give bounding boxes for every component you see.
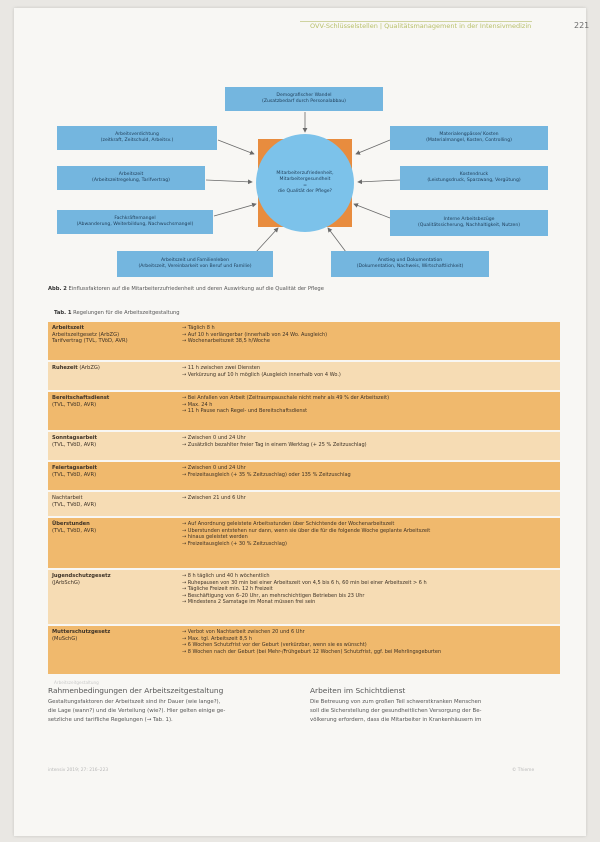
arrow-bottom-right <box>328 228 346 252</box>
arrow-bottom-left <box>256 228 278 252</box>
section-right <box>310 686 560 724</box>
table-row: Ruhezeit (ArbZG) → 11 h zwischen zwei Diensten → Verkürzung auf 10 h möglich (Ausgleich innerhalb von 4 Wo.) <box>48 362 560 390</box>
table-caption: Tab. 1 Regelungen für die Arbeitszeitgestaltung <box>54 310 180 316</box>
footer-citation: intensiv 2019; 27: 216–223 <box>48 768 109 773</box>
section-right-title: Arbeiten im Schichtdienst <box>310 686 406 695</box>
arrow-left3 <box>214 204 256 216</box>
factor-bottom-left: Arbeitszeit und Familienleben (Arbeitszeit, Vereinbarkeit von Beruf und Familie) <box>117 251 273 277</box>
section-left-body: Gestaltungsfaktoren der Arbeitszeit sind ihr Dauer (wie lange?), die Lage (wann?) und die Verteilung (wie?). Hier gelten einige ge- setzliche und tarifliche Regelungen (→ Tab. 1). <box>48 699 226 723</box>
footer-copyright: © Thieme <box>512 768 535 773</box>
factor-right-2: Kostendruck (Leistungsdruck, Sparzwang, Vergütung) <box>400 166 548 190</box>
section-left <box>48 686 298 724</box>
factor-left-3: Fachkräftemangel (Abwanderung, Weiterbildung, Nachwuchsmangel) <box>57 210 213 234</box>
influence-diagram <box>0 0 600 290</box>
section-right-body: Die Betreuung von zum großen Teil schwerstkranken Menschen soll die Sicherstellung der gesundheitlichen Versorgung der Be- völkerung erfordern, dass die Mitarbeiter in Krankenhäusern im <box>310 699 482 723</box>
factor-left-2: Arbeitszeit (Arbeitszeitregelung, Tarifvertrag) <box>57 166 205 190</box>
table-row: Mutterschutzgesetz (MuSchG) → Verbot von Nachtarbeit zwischen 20 und 6 Uhr → Max. tgl. Arbeitszeit 8,5 h → 6 Wochen Schutzfrist vor der Geburt (verkürzbar, wenn sie es wünscht) → 8 Wochen nach der Geburt (bei Mehr-/Frühgeburt 12 Wochen) Schutzfrist, ggf. bei Mehrlingsgeburten <box>48 626 560 674</box>
factor-right-3: Interne Arbeitsbezüge (Qualitätssicherung, Nachhaltigkeit, Nutzen) <box>390 210 548 236</box>
table-row: Jugendschutzgesetz (JArbSchG) → 8 h täglich und 40 h wöchentlich → Ruhepausen von 30 min bei einer Arbeitszeit von 4,5 bis 6 h, 60 min bei einer Arbeitszeit > 6 h → Tägliche Freizeit min. 12 h Freizeit → Beschäftigung von 6–20 Uhr, an mehrschichtigen Betrieben bis 23 Uhr → Mindestens 2 Samstage im Monat müssen frei sein <box>48 570 560 624</box>
factor-bottom-right: Anstieg und Dokumentation (Dokumentation, Nachweis, Wirtschaftlichkeit) <box>331 251 489 277</box>
arrow-right1 <box>356 140 390 154</box>
arrow-right3 <box>354 204 390 218</box>
center-circle: Mitarbeiterzufriedenheit, Mitarbeitergesundheit = die Qualität der Pflege? <box>256 134 354 232</box>
table-row: Sonntagsarbeit (TVL, TVöD, AVR) → Zwischen 0 und 24 Uhr → Zusätzlich bezahlter freier Tag in einem Werktag (+ 25 % Zeitzuschlag) <box>48 432 560 460</box>
arrow-left2 <box>206 180 252 182</box>
running-header: OVV-Schlüsselstellen | Qualitätsmanagement in der Intensivmedizin <box>310 22 532 30</box>
factor-left-1: Arbeitsverdichtung (zeitkraft, Zeitschuld, Arbeitsv.) <box>57 126 217 150</box>
arrow-left1 <box>218 140 254 154</box>
arrow-right2 <box>358 180 400 182</box>
table-row: Überstunden (TVL, TVöD, AVR) → Auf Anordnung geleistete Arbeitsstunden über Schichtende der Wochenarbeitszeit → Überstunden entstehen nur dann, wenn sie über die für die folgende Woche geplante Arbeitszeit → hinaus geleistet werden → Freizeitausgleich (+ 30 % Zeitzuschlag) <box>48 518 560 568</box>
table-row: Arbeitszeit Arbeitszeitgesetz (ArbZG) Tarifvertrag (TVL, TVöD, AVR) → Täglich 8 h → Auf 10 h verlängerbar (innerhalb von 24 Wo. Ausgleich) → Wochenarbeitszeit 38,5 h/Woche <box>48 322 560 360</box>
table-row: Bereitschaftsdienst (TVL, TVöD, AVR) → Bei Anfallen von Arbeit (Zeitraumpauschale nicht mehr als 49 % der Arbeitszeit) → Max. 24 h → 11 h Pause nach Regel- und Bereitschaftsdienst <box>48 392 560 430</box>
page-number: 221 <box>574 21 590 30</box>
margin-label: Arbeitszeitgestaltung <box>54 680 99 685</box>
factor-top: Demografischer Wandel (Zusatzbedarf durch Personalabbau) <box>225 87 383 111</box>
section-left-title: Rahmenbedingungen der Arbeitszeitgestaltung <box>48 686 224 695</box>
factor-right-1: Materialengpässe/ Kosten (Materialmangel, Kosten, Controlling) <box>390 126 548 150</box>
table-row: Nachtarbeit (TVL, TVöD, AVR) → Zwischen 21 und 6 Uhr <box>48 492 560 516</box>
figure-caption: Abb. 2 Einflussfaktoren auf die Mitarbeiterzufriedenheit und deren Auswirkung auf die Qualität der Pflege <box>48 286 324 292</box>
table-row: Feiertagsarbeit (TVL, TVöD, AVR) → Zwischen 0 und 24 Uhr → Freizeitausgleich (+ 35 % Zeitzuschlag) oder 135 % Zeitzuschlag <box>48 462 560 490</box>
